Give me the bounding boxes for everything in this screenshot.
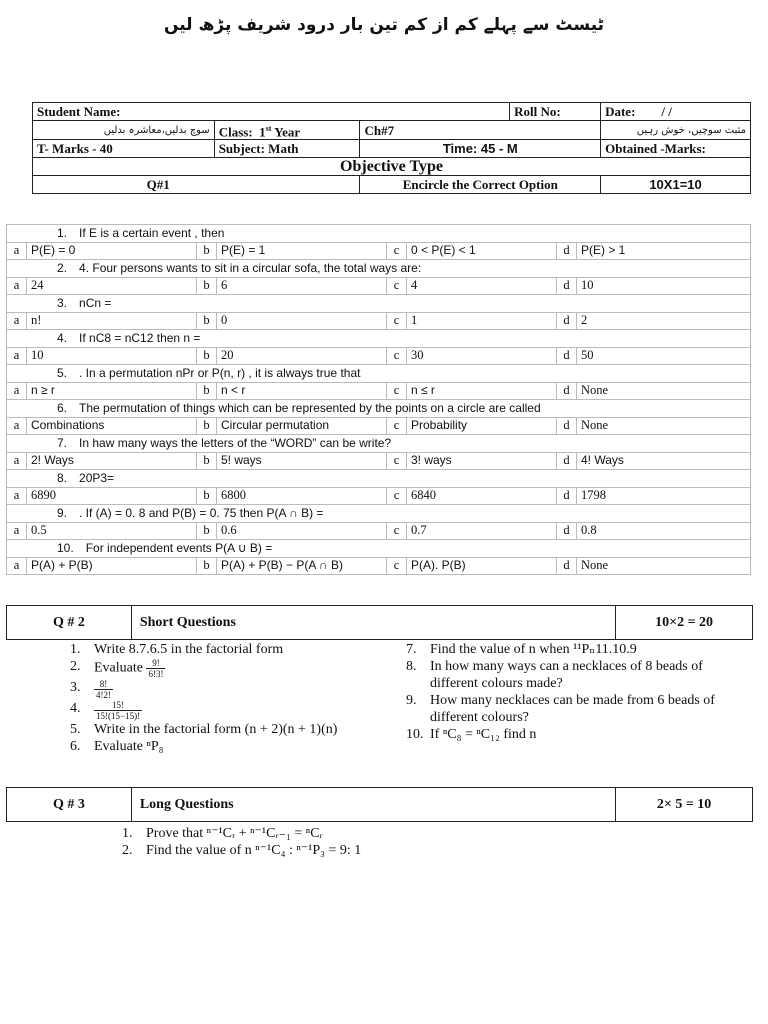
option-d[interactable]: 0.8 [577, 522, 751, 540]
short-questions-left [70, 641, 390, 755]
short-question-number: 6. [70, 739, 81, 754]
fraction-numerator: 15! [94, 700, 142, 711]
option-letter: d [557, 487, 577, 505]
mcq-question-text: . If (A) = 0. 8 and P(B) = 0. 75 then P(A ∩ B) = [79, 505, 324, 520]
mcq-options-row [7, 312, 751, 330]
option-letter: a [7, 417, 27, 435]
option-letter: d [557, 452, 577, 470]
long-question-number: 1. [122, 826, 133, 841]
option-letter: d [557, 522, 577, 540]
q3-title: Long Questions [131, 788, 615, 822]
mcq-question [7, 400, 751, 418]
date-cell [601, 103, 751, 121]
fraction-denominator: 15!(15−15)! [96, 711, 141, 721]
mcq-question-row [7, 540, 751, 558]
mcq-question-row [7, 400, 751, 418]
option-b[interactable]: 5! ways [217, 452, 387, 470]
long-questions-list [122, 825, 722, 859]
option-letter: a [7, 557, 27, 575]
short-question-item [70, 700, 390, 721]
option-letter: c [387, 452, 407, 470]
mcq-options-row [7, 487, 751, 505]
short-question-number: 8. [406, 659, 417, 674]
short-question-item [406, 641, 751, 658]
option-letter: c [387, 522, 407, 540]
option-b[interactable]: 0 [217, 312, 387, 330]
mcq-question-text: nCn = [79, 295, 112, 310]
short-question-number: 4. [70, 701, 81, 716]
option-c[interactable]: n ≤ r [407, 382, 557, 400]
option-b[interactable]: n < r [217, 382, 387, 400]
option-letter: c [387, 242, 407, 260]
mcq-question-row [7, 330, 751, 348]
option-letter: c [387, 382, 407, 400]
mcq-question-number: 8. [57, 470, 68, 485]
obtained-marks: Obtained -Marks: [601, 140, 751, 158]
mcq-options-row [7, 417, 751, 435]
short-question-item [70, 658, 390, 679]
class-cell [214, 121, 360, 140]
subject: Subject: Math [214, 140, 360, 158]
short-question-item [406, 726, 751, 743]
class-label: Class: [218, 124, 253, 140]
short-question-text: Evaluate ⁿP₈ [94, 739, 164, 754]
q1-label: Q#1 [33, 176, 360, 194]
option-letter: b [197, 347, 217, 365]
mcq-question [7, 295, 751, 313]
mcq-options-row [7, 452, 751, 470]
mcq-question-number: 1. [57, 225, 68, 240]
option-c[interactable]: 0.7 [407, 522, 557, 540]
mcq-question-number: 6. [57, 400, 68, 415]
option-letter: b [197, 452, 217, 470]
q2-title: Short Questions [131, 606, 615, 640]
class-value-num: 1 [259, 124, 266, 140]
option-d[interactable]: P(E) > 1 [577, 242, 751, 260]
mcq-question-row [7, 470, 751, 488]
short-question-text: If ⁿC₈ = ⁿC₁₂ find n [430, 727, 537, 742]
mcq-question-row [7, 435, 751, 453]
student-info-grid [32, 102, 751, 194]
student-name-label: Student Name: [33, 103, 510, 121]
option-b[interactable]: Circular permutation [217, 417, 387, 435]
fraction-numerator: 9! [146, 658, 165, 669]
mcq-question-number: 4. [57, 330, 68, 345]
mcq-question-text: . In a permutation nPr or P(n, r) , it is always true that [79, 365, 361, 380]
option-d[interactable]: 10 [577, 277, 751, 295]
option-a[interactable]: 24 [27, 277, 197, 295]
q3-marks: 2× 5 = 10 [616, 788, 753, 822]
option-letter: d [557, 347, 577, 365]
short-question-text: Find the value of n when ¹¹Pₙ11.10.9 [430, 642, 637, 657]
option-letter: b [197, 277, 217, 295]
long-question-text: Find the value of n ⁿ⁻¹C₄ : ⁿ⁻¹P₃ = 9: 1 [146, 843, 362, 858]
q3-label: Q # 3 [7, 788, 132, 822]
option-d[interactable]: 1798 [577, 487, 751, 505]
mcq-options-row [7, 347, 751, 365]
mcq-options-row [7, 382, 751, 400]
option-d[interactable]: 50 [577, 347, 751, 365]
short-question-item [406, 658, 751, 692]
option-c[interactable]: 0 < P(E) < 1 [407, 242, 557, 260]
option-a[interactable]: n! [27, 312, 197, 330]
option-letter: c [387, 417, 407, 435]
short-question-fraction [94, 700, 142, 721]
time: Time: 45 - M [360, 140, 601, 158]
option-letter: a [7, 347, 27, 365]
short-question-text: Write in the factorial form (n + 2)(n + 1)(n) [94, 722, 338, 737]
option-c[interactable]: 30 [407, 347, 557, 365]
option-letter: a [7, 487, 27, 505]
short-question-item [70, 679, 390, 700]
option-letter: a [7, 242, 27, 260]
long-question-item [122, 842, 722, 859]
mcq-question [7, 225, 751, 243]
option-letter: d [557, 417, 577, 435]
fraction-numerator: 8! [94, 679, 113, 690]
mcq-question [7, 505, 751, 523]
option-letter: b [197, 242, 217, 260]
short-question-text: In how many ways can a necklaces of 8 beads of different colours made? [430, 659, 703, 691]
mcq-question-row [7, 365, 751, 383]
urdu-header: ٹیسٹ سے پہلے کم از کم تین بار درود شریف پڑھ لیں [163, 15, 605, 35]
short-question-text: Write 8.7.6.5 in the factorial form [94, 642, 284, 657]
option-a[interactable]: P(A) + P(B) [27, 557, 197, 575]
option-letter: d [557, 242, 577, 260]
long-question-number: 2. [122, 843, 133, 858]
option-d[interactable]: None [577, 382, 751, 400]
short-question-number: 9. [406, 693, 417, 708]
mcq-question-text: The permutation of things which can be represented by the points on a circle are called [79, 400, 541, 415]
option-d[interactable]: 2 [577, 312, 751, 330]
option-b[interactable]: 6800 [217, 487, 387, 505]
option-letter: d [557, 382, 577, 400]
mcq-question-text: For independent events P(A ∪ B) = [85, 540, 273, 555]
short-question-number: 7. [406, 642, 417, 657]
q1-instruction: Encircle the Correct Option [360, 176, 601, 194]
option-c[interactable]: 6840 [407, 487, 557, 505]
mcq-question [7, 260, 751, 278]
urdu-motto-right: مثبت سوچیں، خوش رہیں [601, 121, 751, 140]
option-letter: c [387, 487, 407, 505]
fraction-denominator: 6!3! [148, 669, 164, 679]
option-b[interactable]: 20 [217, 347, 387, 365]
option-letter: d [557, 277, 577, 295]
short-question-number: 5. [70, 722, 81, 737]
q2-label: Q # 2 [7, 606, 132, 640]
option-c[interactable]: 3! ways [407, 452, 557, 470]
option-a[interactable]: 0.5 [27, 522, 197, 540]
option-c[interactable]: 1 [407, 312, 557, 330]
option-letter: b [197, 417, 217, 435]
roll-no-label: Roll No: [510, 103, 601, 121]
q1-marks: 10X1=10 [601, 176, 751, 194]
option-d[interactable]: None [577, 557, 751, 575]
option-d[interactable]: 4! Ways [577, 452, 751, 470]
option-d[interactable]: None [577, 417, 751, 435]
option-c[interactable]: Probability [407, 417, 557, 435]
option-b[interactable]: 0.6 [217, 522, 387, 540]
short-question-item [70, 738, 390, 755]
short-questions-right [406, 641, 751, 743]
short-question-item [70, 721, 390, 738]
mcq-table [6, 224, 751, 575]
short-question-number: 2. [70, 659, 81, 674]
date-label: Date: [605, 104, 636, 119]
q2-header [6, 605, 753, 640]
short-question-text: How many necklaces can be made from 6 beads of different colours? [430, 693, 715, 725]
mcq-question-text: If nC8 = nC12 then n = [79, 330, 201, 345]
mcq-options-row [7, 242, 751, 260]
objective-type-heading: Objective Type [33, 158, 751, 176]
mcq-question-text: In haw many ways the letters of the “WORD” can be write? [79, 435, 392, 450]
mcq-options-row [7, 522, 751, 540]
mcq-question-number: 2. [57, 260, 68, 275]
mcq-question-text: 4. Four persons wants to sit in a circular sofa, the total ways are: [79, 260, 422, 275]
option-letter: a [7, 382, 27, 400]
total-marks: T- Marks - 40 [33, 140, 215, 158]
class-value-sup: st [265, 124, 272, 133]
mcq-question [7, 330, 751, 348]
option-letter: c [387, 347, 407, 365]
mcq-question [7, 540, 751, 558]
mcq-question-text: 20P3= [79, 470, 115, 485]
mcq-question [7, 435, 751, 453]
option-letter: a [7, 452, 27, 470]
q3-header [6, 787, 753, 822]
option-a[interactable]: 2! Ways [27, 452, 197, 470]
option-letter: b [197, 522, 217, 540]
q2-marks: 10×2 = 20 [616, 606, 753, 640]
option-a[interactable]: Combinations [27, 417, 197, 435]
option-a[interactable]: 10 [27, 347, 197, 365]
mcq-question-number: 7. [57, 435, 68, 450]
long-question-text: Prove that ⁿ⁻¹Cᵣ + ⁿ⁻¹Cᵣ₋₁ = ⁿCᵣ [146, 826, 323, 841]
mcq-question-number: 10. [57, 540, 74, 555]
option-letter: b [197, 312, 217, 330]
option-letter: d [557, 557, 577, 575]
option-b[interactable]: 6 [217, 277, 387, 295]
option-letter: b [197, 382, 217, 400]
short-question-number: 1. [70, 642, 81, 657]
mcq-question-number: 9. [57, 505, 68, 520]
date-slashes: / / [661, 104, 672, 119]
short-question-text: Evaluate [94, 660, 143, 676]
option-a[interactable]: 6890 [27, 487, 197, 505]
short-question-item [406, 692, 751, 726]
option-letter: b [197, 487, 217, 505]
option-b[interactable]: P(E) = 1 [217, 242, 387, 260]
short-question-number: 10. [406, 727, 424, 742]
mcq-options-row [7, 557, 751, 575]
long-question-item [122, 825, 722, 842]
option-letter: a [7, 312, 27, 330]
option-letter: a [7, 522, 27, 540]
option-c[interactable]: P(A). P(B) [407, 557, 557, 575]
mcq-question-row [7, 295, 751, 313]
short-question-number: 3. [70, 680, 81, 695]
mcq-question-row [7, 260, 751, 278]
option-letter: c [387, 312, 407, 330]
short-question-fraction [146, 658, 165, 679]
short-question-fraction [94, 679, 113, 700]
mcq-question-number: 5. [57, 365, 68, 380]
option-letter: a [7, 277, 27, 295]
short-question-item [70, 641, 390, 658]
option-letter: b [197, 557, 217, 575]
option-b[interactable]: P(A) + P(B) − P(A ∩ B) [217, 557, 387, 575]
mcq-question [7, 365, 751, 383]
mcq-question-text: If E is a certain event , then [79, 225, 225, 240]
option-letter: c [387, 277, 407, 295]
mcq-options-row [7, 277, 751, 295]
chapter: Ch#7 [360, 121, 601, 140]
mcq-question-row [7, 505, 751, 523]
mcq-question-number: 3. [57, 295, 68, 310]
mcq-question-row [7, 225, 751, 243]
urdu-motto-left: سوچ بدلیں،معاشرہ بدلیں [33, 121, 215, 140]
mcq-question [7, 470, 751, 488]
option-letter: c [387, 557, 407, 575]
option-c[interactable]: 4 [407, 277, 557, 295]
option-a[interactable]: P(E) = 0 [27, 242, 197, 260]
class-value-rest: Year [274, 124, 301, 140]
fraction-denominator: 4!2! [96, 690, 111, 700]
option-letter: d [557, 312, 577, 330]
option-a[interactable]: n ≥ r [27, 382, 197, 400]
